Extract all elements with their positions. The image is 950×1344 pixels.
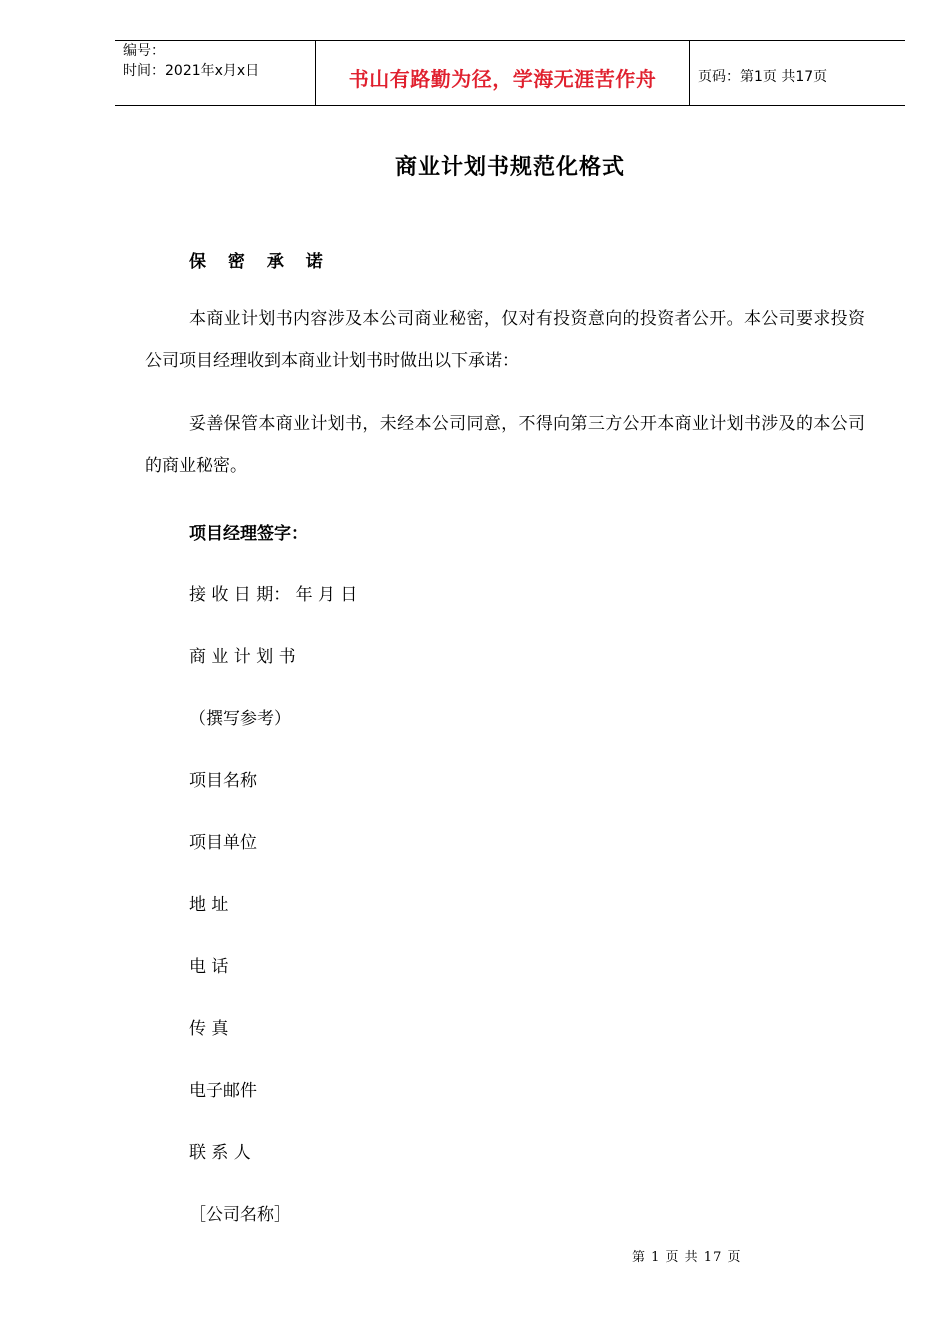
receive-date-line: 接 收 日 期： 年 月 日 bbox=[189, 585, 358, 605]
email-label: 电子邮件 bbox=[189, 1081, 257, 1101]
fax-label: 传 真 bbox=[189, 1019, 229, 1039]
header-page-info: 页码：第1页 共17页 bbox=[698, 69, 828, 85]
address-label: 地 址 bbox=[189, 895, 229, 915]
header-page-cell bbox=[690, 41, 905, 105]
project-name-label: 项目名称 bbox=[189, 771, 257, 791]
page-header bbox=[115, 40, 905, 106]
confidentiality-heading: 保 密 承 诺 bbox=[189, 252, 331, 272]
confidentiality-paragraph-2: 妥善保管本商业计划书，未经本公司同意，不得向第三方公开本商业计划书涉及的本公司的商业秘密。 bbox=[145, 414, 865, 476]
header-motto: 书山有路勤为径，学海无涯苦作舟 bbox=[348, 67, 657, 91]
signature-label: 项目经理签字： bbox=[189, 524, 308, 544]
document-title: 商业计划书规范化格式 bbox=[394, 155, 625, 180]
confidentiality-paragraph-1: 本商业计划书内容涉及本公司商业秘密，仅对有投资意向的投资者公开。本公司要求投资公司项目经理收到本商业计划书时做出以下承诺： bbox=[145, 309, 865, 371]
header-motto-cell bbox=[315, 41, 690, 105]
document-number-label: 编号： bbox=[123, 43, 165, 59]
phone-label: 电 话 bbox=[189, 957, 229, 977]
contact-label: 联 系 人 bbox=[189, 1143, 251, 1163]
document-date-label: 时间：2021年x月x日 bbox=[123, 63, 260, 79]
company-name-label: ［公司名称］ bbox=[189, 1205, 291, 1225]
page-footer: 第 1 页 共 17 页 bbox=[632, 1250, 742, 1265]
header-meta-cell bbox=[115, 41, 315, 105]
cover-note: （撰写参考） bbox=[189, 709, 291, 729]
cover-title: 商 业 计 划 书 bbox=[189, 647, 296, 667]
project-unit-label: 项目单位 bbox=[189, 833, 257, 853]
